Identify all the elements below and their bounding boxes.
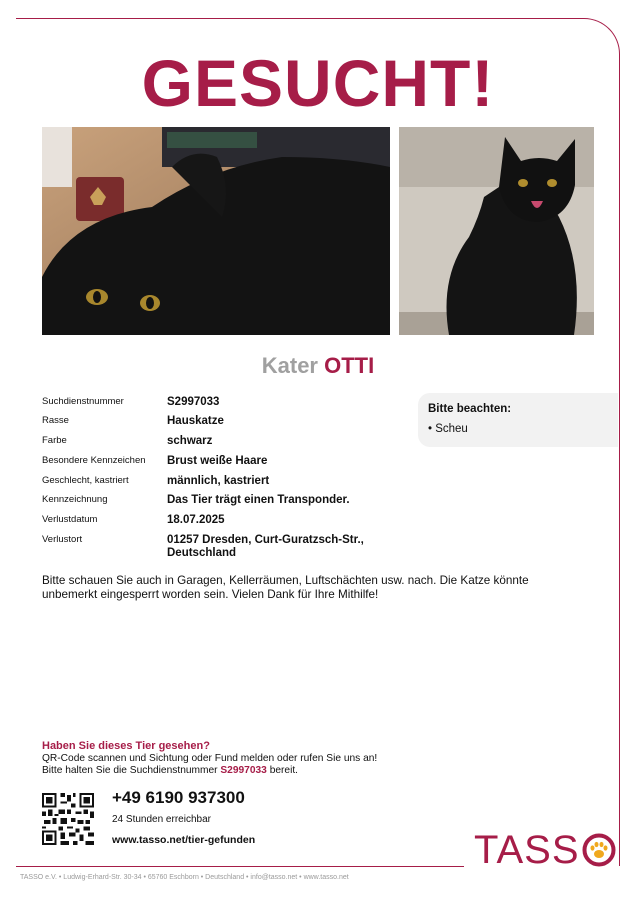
detail-label: Verlustort: [42, 534, 83, 545]
pet-name-heading: [0, 352, 636, 380]
detail-value: S2997033: [167, 396, 220, 408]
cta-line2-before: Bitte halten Sie die Suchdienstnummer: [42, 765, 221, 776]
cta-search-number: S2997033: [220, 765, 267, 776]
footer-address: TASSO e.V. • Ludwig-Erhard-Str. 30-34 • 65760 Eschborn • Deutschland • info@tasso.net • www.tasso.net: [20, 874, 349, 881]
detail-value: Hauskatze: [167, 415, 224, 427]
report-link[interactable]: www.tasso.net/tier-gefunden: [112, 834, 256, 846]
detail-label: Suchdienstnummer: [42, 396, 124, 407]
cat-photo-sitting: [399, 127, 594, 335]
poster-title: GESUCHT!: [141, 46, 495, 120]
notice-box: [418, 393, 618, 447]
phone-number[interactable]: +49 6190 937300: [112, 788, 245, 807]
detail-label: Verlustdatum: [42, 514, 98, 525]
cat-photo-desk: [42, 127, 390, 335]
detail-label: Geschlecht, kastriert: [42, 475, 129, 486]
pet-name: OTTI: [324, 353, 375, 378]
tasso-logo: [474, 828, 617, 872]
detail-label: Farbe: [42, 435, 67, 446]
availability-text: 24 Stunden erreichbar: [112, 814, 211, 825]
detail-label: Rasse: [42, 415, 69, 426]
cta-line2-after: bereit.: [266, 765, 299, 776]
notice-title: Bitte beachten:: [428, 403, 512, 415]
paw-icon: [581, 832, 617, 868]
detail-value: männlich, kastriert: [167, 475, 270, 487]
detail-label: Besondere Kennzeichen: [42, 455, 146, 466]
detail-value: Das Tier trägt einen Transponder.: [167, 494, 350, 506]
cta-question: Haben Sie dieses Tier gesehen?: [42, 740, 210, 752]
qr-code-icon[interactable]: [42, 793, 94, 845]
poster-frame-bottom: [16, 866, 464, 867]
detail-value: 18.07.2025: [167, 514, 225, 526]
pet-species: Kater: [261, 353, 318, 378]
notice-item: • Scheu: [428, 423, 468, 435]
logo-text: TASS: [474, 828, 580, 872]
detail-value: 01257 Dresden, Curt-Guratzsch-Str., Deutschland: [167, 534, 364, 559]
detail-label: Kennzeichnung: [42, 494, 108, 505]
cta-line2: [42, 765, 462, 778]
detail-value: Brust weiße Haare: [167, 455, 268, 467]
detail-value: schwarz: [167, 435, 213, 447]
info-paragraph: Bitte schauen Sie auch in Garagen, Kellerräumen, Luftschächten usw. nach. Die Katze könnte unbemerkt eingesperrt worden sein. Vielen Dank für Ihre Mithilfe!: [42, 574, 529, 601]
cta-line1: QR-Code scannen und Sichtung oder Fund melden oder rufen Sie uns an!: [42, 752, 378, 764]
cta-block: [42, 740, 462, 778]
